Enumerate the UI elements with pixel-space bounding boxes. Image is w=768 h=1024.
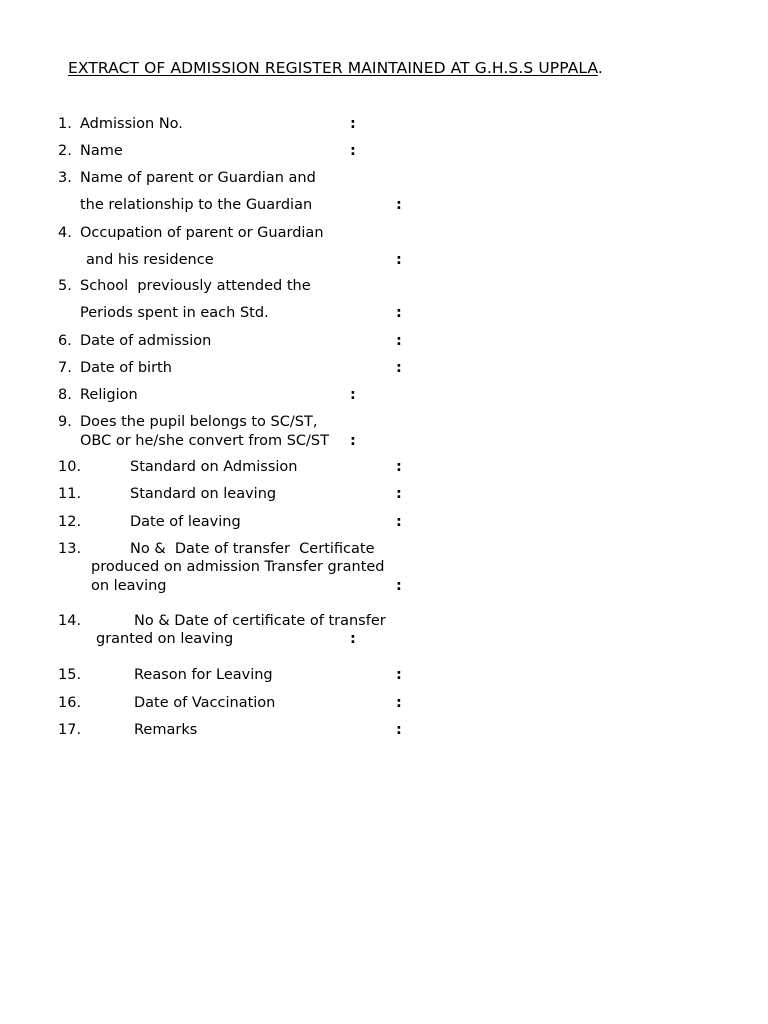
- item-number: 11.: [58, 486, 82, 502]
- item-colon: :: [396, 578, 402, 594]
- item-label: No & Date of transfer Certificate: [130, 541, 375, 557]
- item-number: 14.: [58, 613, 82, 629]
- item-label: Religion: [80, 387, 138, 403]
- item-label: Occupation of parent or Guardian: [80, 225, 324, 241]
- item-label: Name of parent or Guardian and: [80, 170, 316, 186]
- item-label: No & Date of certificate of transfer: [134, 613, 386, 629]
- page-title-text: EXTRACT OF ADMISSION REGISTER MAINTAINED AT G.H.S.S UPPALA: [68, 59, 598, 77]
- item-number: 13.: [58, 541, 82, 557]
- item-colon: :: [396, 486, 402, 502]
- item-colon: :: [350, 631, 356, 647]
- item-label-continued: Periods spent in each Std.: [80, 305, 269, 321]
- item-number: 4.: [58, 225, 72, 241]
- item-number: 2.: [58, 143, 72, 159]
- page-title-period: .: [597, 59, 603, 77]
- item-colon: :: [396, 360, 402, 376]
- item-label-continued: and his residence: [86, 252, 214, 268]
- item-colon: :: [396, 667, 402, 683]
- item-number: 9.: [58, 414, 72, 430]
- item-number: 5.: [58, 278, 72, 294]
- item-colon: :: [396, 197, 402, 213]
- item-colon: :: [350, 116, 356, 132]
- page-title: [68, 59, 603, 77]
- item-label: Standard on leaving: [130, 486, 277, 502]
- item-number: 1.: [58, 116, 72, 132]
- item-label: Name: [80, 143, 123, 159]
- item-number: 17.: [58, 722, 82, 738]
- item-label: Standard on Admission: [130, 459, 298, 475]
- item-label: Admission No.: [80, 116, 183, 132]
- item-colon: :: [396, 722, 402, 738]
- item-colon: :: [396, 514, 402, 530]
- item-label: Remarks: [134, 722, 198, 738]
- item-label: Date of birth: [80, 360, 172, 376]
- item-label: Date of Vaccination: [134, 695, 276, 711]
- item-label-continued: on leaving: [91, 578, 167, 594]
- item-colon: :: [350, 433, 356, 449]
- item-label: Date of leaving: [130, 514, 241, 530]
- item-label-continued: OBC or he/she convert from SC/ST: [80, 433, 329, 449]
- item-colon: :: [396, 252, 402, 268]
- item-number: 10.: [58, 459, 82, 475]
- item-label: Reason for Leaving: [134, 667, 273, 683]
- item-colon: :: [396, 333, 402, 349]
- item-label: Date of admission: [80, 333, 212, 349]
- item-number: 8.: [58, 387, 72, 403]
- item-number: 6.: [58, 333, 72, 349]
- item-label-continued: the relationship to the Guardian: [80, 197, 313, 213]
- item-number: 3.: [58, 170, 72, 186]
- item-label-continued: produced on admission Transfer granted: [91, 559, 385, 575]
- item-number: 12.: [58, 514, 82, 530]
- item-label: Does the pupil belongs to SC/ST,: [80, 414, 318, 430]
- item-number: 15.: [58, 667, 82, 683]
- item-colon: :: [396, 305, 402, 321]
- item-number: 7.: [58, 360, 72, 376]
- item-colon: :: [396, 695, 402, 711]
- item-number: 16.: [58, 695, 82, 711]
- item-label-continued: granted on leaving: [96, 631, 234, 647]
- item-label: School previously attended the: [80, 278, 311, 294]
- item-colon: :: [350, 143, 356, 159]
- item-colon: :: [396, 459, 402, 475]
- item-colon: :: [350, 387, 356, 403]
